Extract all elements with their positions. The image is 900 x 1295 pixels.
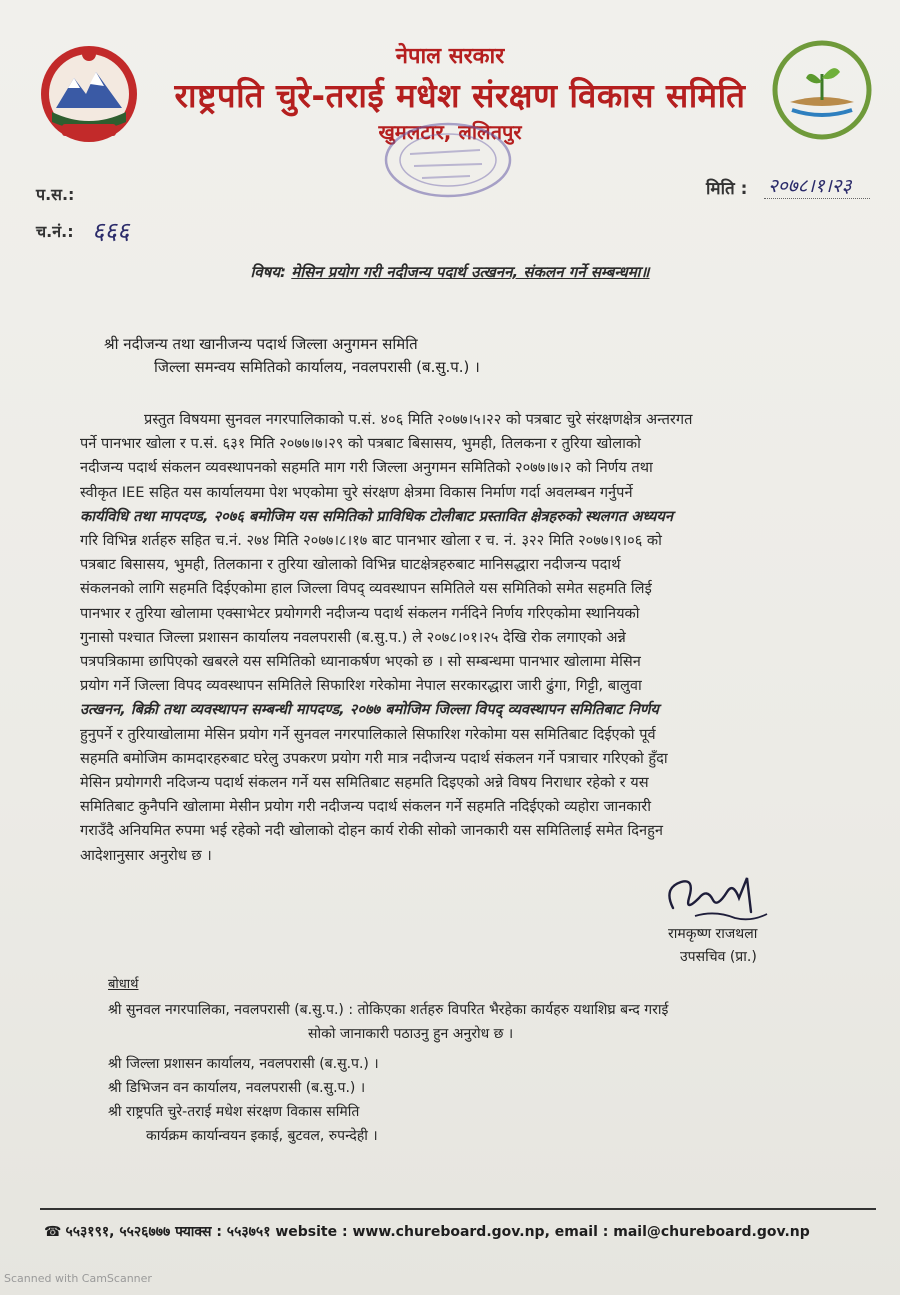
ps-label: प.स.: <box>36 185 75 204</box>
body-line: प्रस्तुत विषयमा सुनवल नगरपालिकाको प.सं. ४०६ मिति २०७७।५।२२ को पत्रबाट चुरे संरक्षणक्षेत्र अन्तरगत <box>144 411 693 428</box>
government-title: नेपाल सरकार <box>395 44 505 69</box>
body-line: कार्यविधि तथा मापदण्ड, २०७६ बमोजिम यस समितिको प्राविधिक टोलीबाट प्रस्तावित क्षेत्रहरुको स्थलगत अध्ययन <box>80 507 673 525</box>
phone-icon: ☎ <box>44 1224 62 1240</box>
office-stamp-icon <box>370 120 520 202</box>
body-line: गरि विभिन्न शर्तहरु सहित च.नं. २७४ मिति २०७७।८।१७ बाट पानभार खोला र च. नं. ३२२ मिति २०७७।९।०६ को <box>80 532 662 550</box>
subject-line <box>0 262 900 282</box>
chure-board-logo-icon <box>770 38 874 142</box>
recipient-line-2: जिल्ला समन्वय समितिको कार्यालय, नवलपरासी (ब.सु.प.) । <box>154 358 480 376</box>
cc-item: श्री डिभिजन वन कार्यालय, नवलपरासी (ब.सु.प.) । <box>108 1080 366 1096</box>
body-line: गुनासो पश्चात जिल्ला प्रशासन कार्यालय नवलपरासी (ब.सु.प.) ले २०७८।०१।२५ देखि रोक लगाएको अन्ने <box>80 628 626 646</box>
body-line: नदीजन्य पदार्थ संकलन व्यवस्थापनको सहमति माग गरी जिल्ला अनुगमन समितिको २०७७।७।२ को निर्णय तथा <box>80 459 653 477</box>
body-line: संकलनको लागि सहमति दिईएकोमा हाल जिल्ला विपद् व्यवस्थापन समितिले यस समितिको समेत सहमति लिई <box>80 580 652 598</box>
body-line: स्वीकृत IEE सहित यस कार्यालयमा पेश भएकोमा चुरे संरक्षण क्षेत्रमा विकास निर्माण गर्दा अवलम्बन गर्नुपर्ने <box>80 483 633 501</box>
scanner-watermark: Scanned with CamScanner <box>4 1272 152 1285</box>
recipient-line-1: श्री नदीजन्य तथा खानीजन्य पदार्थ जिल्ला अनुगमन समिति <box>104 335 418 353</box>
body-line: पत्रपत्रिकामा छापिएको खबरले यस समितिको ध्यानाकर्षण भएको छ । सो सम्बन्धमा पानभार खोलामा मेसिन <box>80 653 641 671</box>
cc-item: श्री जिल्ला प्रशासन कार्यालय, नवलपरासी (ब.सु.प.) । <box>108 1056 379 1072</box>
body-line: समितिबाट कुनैपनि खोलामा मेसीन प्रयोग गरी नदीजन्य पदार्थ संकलन गर्ने सहमति नदिईएको व्यहोरा जानकारी <box>80 798 652 816</box>
footer-divider <box>40 1208 876 1210</box>
date-label: मिति : <box>706 179 748 199</box>
signatory-title: उपसचिव (प्रा.) <box>680 949 757 965</box>
cc-label: बोधार्थ <box>108 977 139 992</box>
cc-item: श्री सुनवल नगरपालिका, नवलपरासी (ब.सु.प.) : तोकिएका शर्तहरु विपरित भैरहेका कार्यहरु यथाशिघ्र बन्द गराई <box>108 1002 669 1018</box>
date-value: २०७८।१।२३ <box>764 172 870 199</box>
cc-list <box>108 998 828 1148</box>
subject-label: विषय: <box>250 263 287 281</box>
body-line: पत्रबाट बिसासय, भुमही, तिलकाना र तुरिया खोलाको विभिन्न घाटक्षेत्रहरुबाट मानिसद्धारा नदीजन्य पदार्थ <box>80 556 621 574</box>
cn-value: ६६६ <box>92 217 130 245</box>
organization-address: खुमलटार, ललितपुर <box>378 120 522 144</box>
cn-label: च.नं.: <box>36 222 74 241</box>
body-line: आदेशानुसार अनुरोध छ । <box>80 846 212 864</box>
letter-body <box>80 408 820 868</box>
cc-item-continued: सोको जानाकारी पठाउनु हुन अनुरोध छ । <box>308 1026 514 1042</box>
body-line: उत्खनन, बिक्री तथा व्यवस्थापन सम्बन्धी मापदण्ड, २०७७ बमोजिम जिल्ला विपद् व्यवस्थापन समितिबाट निर्णय <box>80 701 659 719</box>
body-line: पर्ने पानभार खोला र प.सं. ६३१ मिति २०७७।७।२९ को पत्रबाट बिसासय, भुमही, तिलकना र तुरिया खोलाको <box>80 435 641 453</box>
body-line: हुनुपर्ने र तुरियाखोलामा मेसिन प्रयोग गर्ने सुनवल नगरपालिकाले सिफारिश गरेकोमा यस समितिबाट दिईएको पूर्व <box>80 725 656 743</box>
body-line: गराउँदै अनियमित रुपमा भई रहेको नदी खोलाको दोहन कार्य रोकी सोको जानकारी यस समितिलाई समेत दिनहुन <box>80 822 663 840</box>
subject-text: मेसिन प्रयोग गरी नदीजन्य पदार्थ उत्खनन, संकलन गर्ने सम्बन्धमा॥ <box>291 263 650 281</box>
footer-text: ५५३१९१, ५५२६७७७ फ्याक्स : ५५३७५१ website : www.chureboard.gov.np, email : mail@chureboard.gov.np <box>65 1224 810 1240</box>
signatory-name: रामकृष्ण राजथला <box>668 926 758 942</box>
body-line: पानभार र तुरिया खोलामा एक्साभेटर प्रयोगगरी नदीजन्य पदार्थ संकलन गर्नदिने निर्णय गरिएकोमा स्थानियको <box>80 604 640 622</box>
cc-item: श्री राष्ट्रपति चुरे-तराई मधेश संरक्षण विकास समिति <box>108 1104 360 1120</box>
footer-contact <box>44 1222 810 1241</box>
body-line: प्रयोग गर्ने जिल्ला विपद व्यवस्थापन समितिले सिफारिश गरेकोमा नेपाल सरकारद्धारा जारी ढुंगा, गिट्टी, बालुवा <box>80 677 642 695</box>
organization-name: राष्ट्रपति चुरे-तराई मधेश संरक्षण विकास समिति <box>174 76 746 115</box>
cc-item-continued: कार्यक्रम कार्यान्वयन इकाई, बुटवल, रुपन्देही । <box>146 1128 378 1144</box>
body-line: सहमति बमोजिम कामदारहरुबाट घरेलु उपकरण प्रयोग गरी मात्र नदीजन्य पदार्थ संकलन गर्ने पत्राचार गरिएको हुँदा <box>80 749 668 767</box>
body-line: मेसिन प्रयोगगरी नदिजन्य पदार्थ संकलन गर्ने यस समितिबाट सहमति दिइएको अन्ने विषय निराधार रहेको र यस <box>80 774 649 792</box>
